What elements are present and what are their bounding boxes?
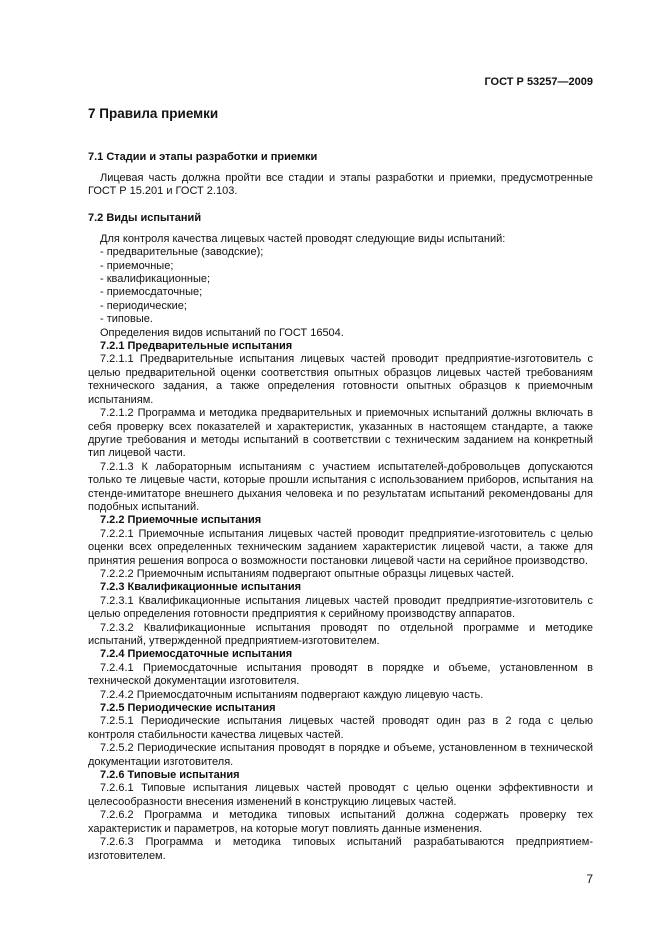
paragraph-7-2-3-1: 7.2.3.1 Квалификационные испытания лицевых частей проводит предприятие-изготовитель с целью определения готовности предприятия к серийному производству аппаратов. (88, 594, 593, 621)
subsection-heading-7-2-2: 7.2.2 Приемочные испытания (100, 514, 262, 527)
subsection-heading-7-1: 7.1 Стадии и этапы разработки и приемки (88, 151, 318, 163)
list-item: - типовые. (100, 313, 153, 326)
document-content (88, 106, 593, 863)
subsection-heading-7-2-6: 7.2.6 Типовые испытания (100, 769, 240, 782)
standard-designation: ГОСТ Р 53257—2009 (484, 76, 593, 88)
running-header (88, 76, 593, 88)
page-footer (586, 872, 593, 886)
paragraph-7-2-6-2: 7.2.6.2 Программа и методика типовых испытаний должна содержать проверку тех характеристик и параметров, на которые могут повлиять данные изменения. (88, 809, 593, 835)
paragraph-7-2-1-3: 7.2.1.3 К лабораторным испытаниям с участием испытателей-добровольцев допускаются только те лицевые части, которые прошли испытания с использованием приборов, испытания на стенде-имитаторе внешнего дыхания человека и по результатам испытаний рекомендованы для подобных испытаний. (88, 460, 593, 513)
subsection-heading-7-2-1: 7.2.1 Предварительные испытания (100, 340, 293, 353)
paragraph-7-2-1-2: 7.2.1.2 Программа и методика предварительных и приемочных испытаний должны включать в себя проверку всех показателей и характеристик, указанных в настоящем стандарте, а также другие требования и методы испытаний в соответствии с техническим заданием на конкретный тип лицевой части. (88, 407, 593, 460)
paragraph-7-2-5-2: 7.2.5.2 Периодические испытания проводят в порядке и объеме, установленном в технической документации изготовителя. (88, 742, 593, 768)
subsection-heading-7-2-5: 7.2.5 Периодические испытания (100, 702, 276, 715)
subsection-heading-7-2-3: 7.2.3 Квалификационные испытания (100, 581, 302, 594)
paragraph-7-2-6-3: 7.2.6.3 Программа и методика типовых испытаний разрабатываются предприятием-изготовителем. (88, 836, 593, 862)
paragraph-7-2-5-1: 7.2.5.1 Периодические испытания лицевых частей проводят один раз в 2 года с целью контроля стабильности качества лицевых частей. (88, 715, 593, 741)
list-item: - приемосдаточные; (100, 286, 203, 299)
page-number: 7 (586, 872, 593, 886)
paragraph-7-2-2-2: 7.2.2.2 Приемочным испытаниям подвергают опытные образцы лицевых частей. (100, 567, 515, 580)
paragraph-7-2-4-2: 7.2.4.2 Приемосдаточным испытаниям подвергают каждую лицевую часть. (100, 688, 484, 701)
paragraph-7-1: Лицевая часть должна пройти все стадии и этапы разработки и приемки, предусмотренные ГОСТ Р 15.201 и ГОСТ 2.103. (88, 172, 593, 198)
subsection-heading-7-2: 7.2 Виды испытаний (88, 211, 202, 224)
subsection-heading-7-2-4: 7.2.4 Приемосдаточные испытания (100, 648, 293, 661)
list-item: - предварительные (заводские); (100, 246, 264, 259)
paragraph-7-2-1-1: 7.2.1.1 Предварительные испытания лицевых частей проводит предприятие-изготовитель с целью предварительной оценки соответствия опытных образцов лицевых частей требованиям технического задания, а также определения готовности опытных образцов к приемочным испытаниям. (88, 353, 593, 406)
paragraph-7-2-intro: Для контроля качества лицевых частей проводят следующие виды испытаний: (100, 232, 506, 245)
list-item: - приемочные; (100, 259, 174, 272)
paragraph-7-2-3-2: 7.2.3.2 Квалификационные испытания проводят по отдельной программе и методике испытаний, утвержденной предприятием-изготовителем. (88, 621, 593, 647)
paragraph-7-2-6-1: 7.2.6.1 Типовые испытания лицевых частей проводят с целью оценки эффективности и целесообразности внесения изменений в конструкцию лицевых частей. (88, 782, 593, 808)
section-heading-7: 7 Правила приемки (88, 106, 219, 121)
paragraph-definitions: Определения видов испытаний по ГОСТ 16504. (100, 326, 344, 339)
list-item: - квалификационные; (100, 273, 211, 286)
list-item: - периодические; (100, 299, 187, 312)
paragraph-7-2-4-1: 7.2.4.1 Приемосдаточные испытания проводят в порядке и объеме, установленном в технической документации изготовителя. (88, 661, 593, 688)
paragraph-7-2-2-1: 7.2.2.1 Приемочные испытания лицевых частей проводит предприятие-изготовитель с целью оценки всех определенных техническим заданием характеристик лицевой части, а также для принятия решения вопроса о возможности постановки лицевой части на серийное производство. (88, 527, 593, 567)
